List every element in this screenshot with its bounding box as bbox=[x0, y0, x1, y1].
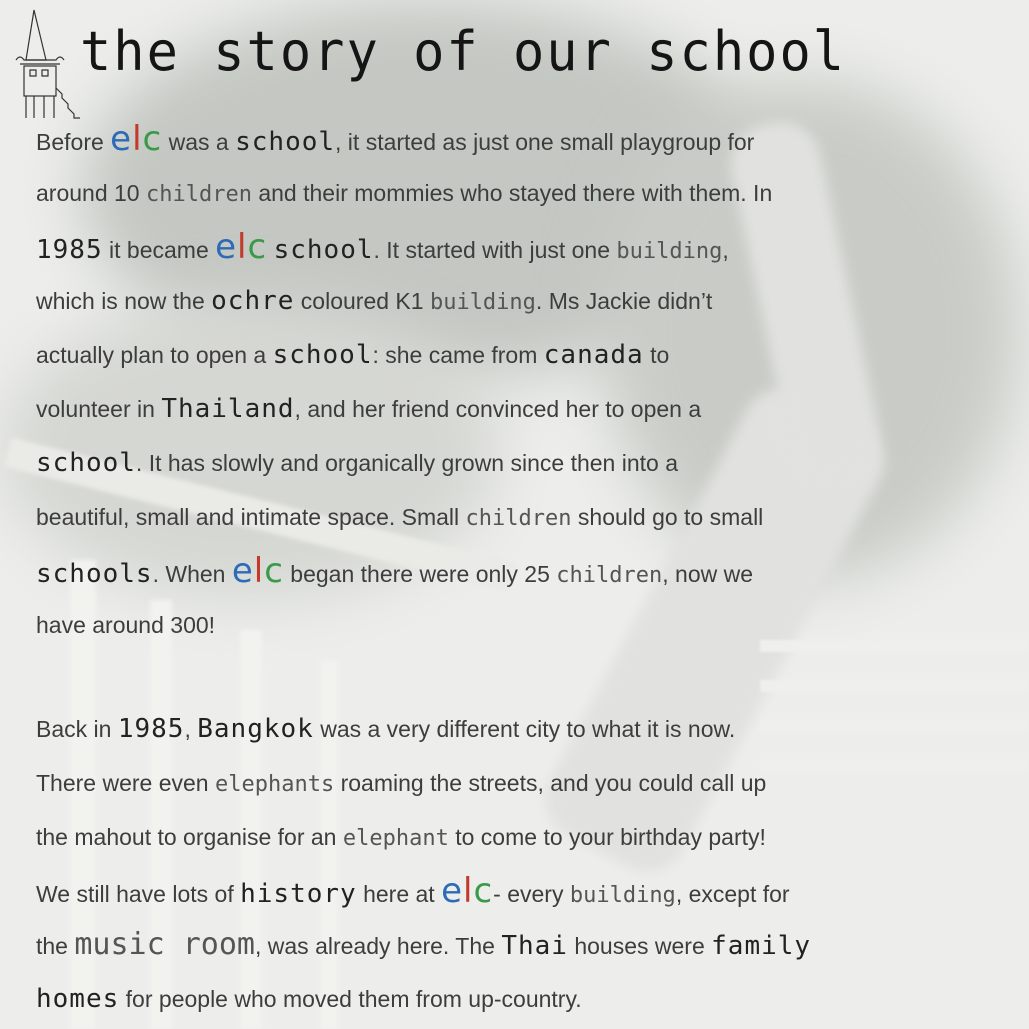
handwritten-word: children bbox=[465, 506, 572, 531]
handwritten-word: school bbox=[235, 127, 336, 157]
text-line bbox=[36, 756, 1026, 810]
body-text: around 10 bbox=[36, 180, 146, 206]
handwritten-word: 1985 bbox=[36, 235, 103, 265]
body-text: . When bbox=[152, 561, 232, 587]
body-text: for people who moved them from up-country. bbox=[119, 986, 582, 1012]
body-text: Before bbox=[36, 129, 111, 155]
body-text: roaming the streets, and you could call up bbox=[334, 770, 767, 796]
body-text: , now we bbox=[662, 561, 754, 587]
handwritten-word: elephant bbox=[342, 826, 449, 851]
text-line bbox=[36, 702, 1026, 756]
body-text: actually plan to open a bbox=[36, 342, 273, 368]
handwritten-word: history bbox=[240, 879, 357, 909]
text-line bbox=[36, 328, 1026, 382]
body-text: coloured K1 bbox=[294, 288, 430, 314]
body-text: to come to your birthday party! bbox=[448, 824, 766, 850]
body-text: : she came from bbox=[372, 342, 544, 368]
body-text: , was already here. The bbox=[255, 933, 502, 959]
handwritten-word: homes bbox=[36, 984, 120, 1014]
paragraph-history bbox=[36, 112, 1026, 652]
body-text: , except for bbox=[675, 881, 790, 907]
body-text: - every bbox=[493, 881, 570, 907]
text-line bbox=[36, 864, 1026, 918]
body-text: was a very different city to what it is now. bbox=[313, 716, 736, 742]
body-text: should go to small bbox=[571, 504, 764, 530]
text-line bbox=[36, 598, 1026, 652]
handwritten-word: building bbox=[569, 883, 676, 908]
text-line bbox=[36, 274, 1026, 328]
elc-logo-word: elc bbox=[231, 551, 284, 591]
text-line bbox=[36, 112, 1026, 166]
elc-logo-word: elc bbox=[441, 871, 494, 911]
handwritten-word: building bbox=[616, 239, 723, 264]
body-text: it became bbox=[102, 237, 216, 263]
text-line bbox=[36, 490, 1026, 544]
text-line bbox=[36, 918, 1026, 972]
body-text: volunteer in bbox=[36, 396, 162, 422]
handwritten-word: children bbox=[556, 563, 663, 588]
handwritten-word: music room bbox=[74, 927, 255, 962]
text-line bbox=[36, 436, 1026, 490]
text-line bbox=[36, 220, 1026, 274]
handwritten-word: ochre bbox=[211, 286, 295, 316]
handwritten-word: Bangkok bbox=[197, 714, 314, 744]
handwritten-word: 1985 bbox=[117, 714, 185, 744]
handwritten-word: canada bbox=[543, 340, 644, 370]
body-text: the bbox=[36, 933, 75, 959]
text-line bbox=[36, 544, 1026, 598]
handwritten-word: school bbox=[272, 340, 373, 370]
body-text: . It has slowly and organically grown since then into a bbox=[135, 450, 678, 476]
body-text: , and her friend convinced her to open a bbox=[294, 396, 702, 422]
handwritten-word: schools bbox=[36, 559, 153, 589]
body-text: began there were only 25 bbox=[283, 561, 557, 587]
handwritten-word: children bbox=[145, 182, 252, 207]
body-text: which is now the bbox=[36, 288, 212, 314]
body-text: , it started as just one small playgroup for bbox=[335, 129, 755, 155]
body-text: was a bbox=[162, 129, 236, 155]
body-text: Back in bbox=[36, 716, 118, 742]
text-line bbox=[36, 166, 1026, 220]
paragraph-bangkok bbox=[36, 702, 1026, 1026]
handwritten-word: Thai bbox=[501, 931, 568, 961]
handwritten-word: elephants bbox=[214, 772, 335, 797]
body-text: and their mommies who stayed there with them. In bbox=[251, 180, 773, 206]
body-text: houses were bbox=[567, 933, 712, 959]
handwritten-word: family bbox=[711, 931, 812, 961]
elc-logo-word: elc bbox=[110, 119, 163, 159]
handwritten-word: school bbox=[36, 448, 136, 478]
handwritten-word: Thailand bbox=[161, 394, 295, 424]
body-text: . It started with just one bbox=[373, 237, 617, 263]
handwritten-word: school bbox=[273, 235, 374, 265]
body-text: the mahout to organise for an bbox=[36, 824, 343, 850]
body-text: , bbox=[722, 237, 729, 263]
body-text: here at bbox=[356, 881, 442, 907]
text-line bbox=[36, 382, 1026, 436]
page-title: the story of our school bbox=[80, 20, 847, 84]
body-text: , bbox=[184, 716, 198, 742]
text-line bbox=[36, 972, 1026, 1026]
body-text: There were even bbox=[36, 770, 215, 796]
body-text: to bbox=[643, 342, 670, 368]
body-text: have around 300! bbox=[36, 612, 216, 638]
body-text: beautiful, small and intimate space. Small bbox=[36, 504, 466, 530]
text-line bbox=[36, 810, 1026, 864]
handwritten-word: building bbox=[429, 290, 536, 315]
body-text: We still have lots of bbox=[36, 881, 241, 907]
body-text: . Ms Jackie didn’t bbox=[535, 288, 713, 314]
elc-logo-word: elc bbox=[215, 227, 268, 267]
